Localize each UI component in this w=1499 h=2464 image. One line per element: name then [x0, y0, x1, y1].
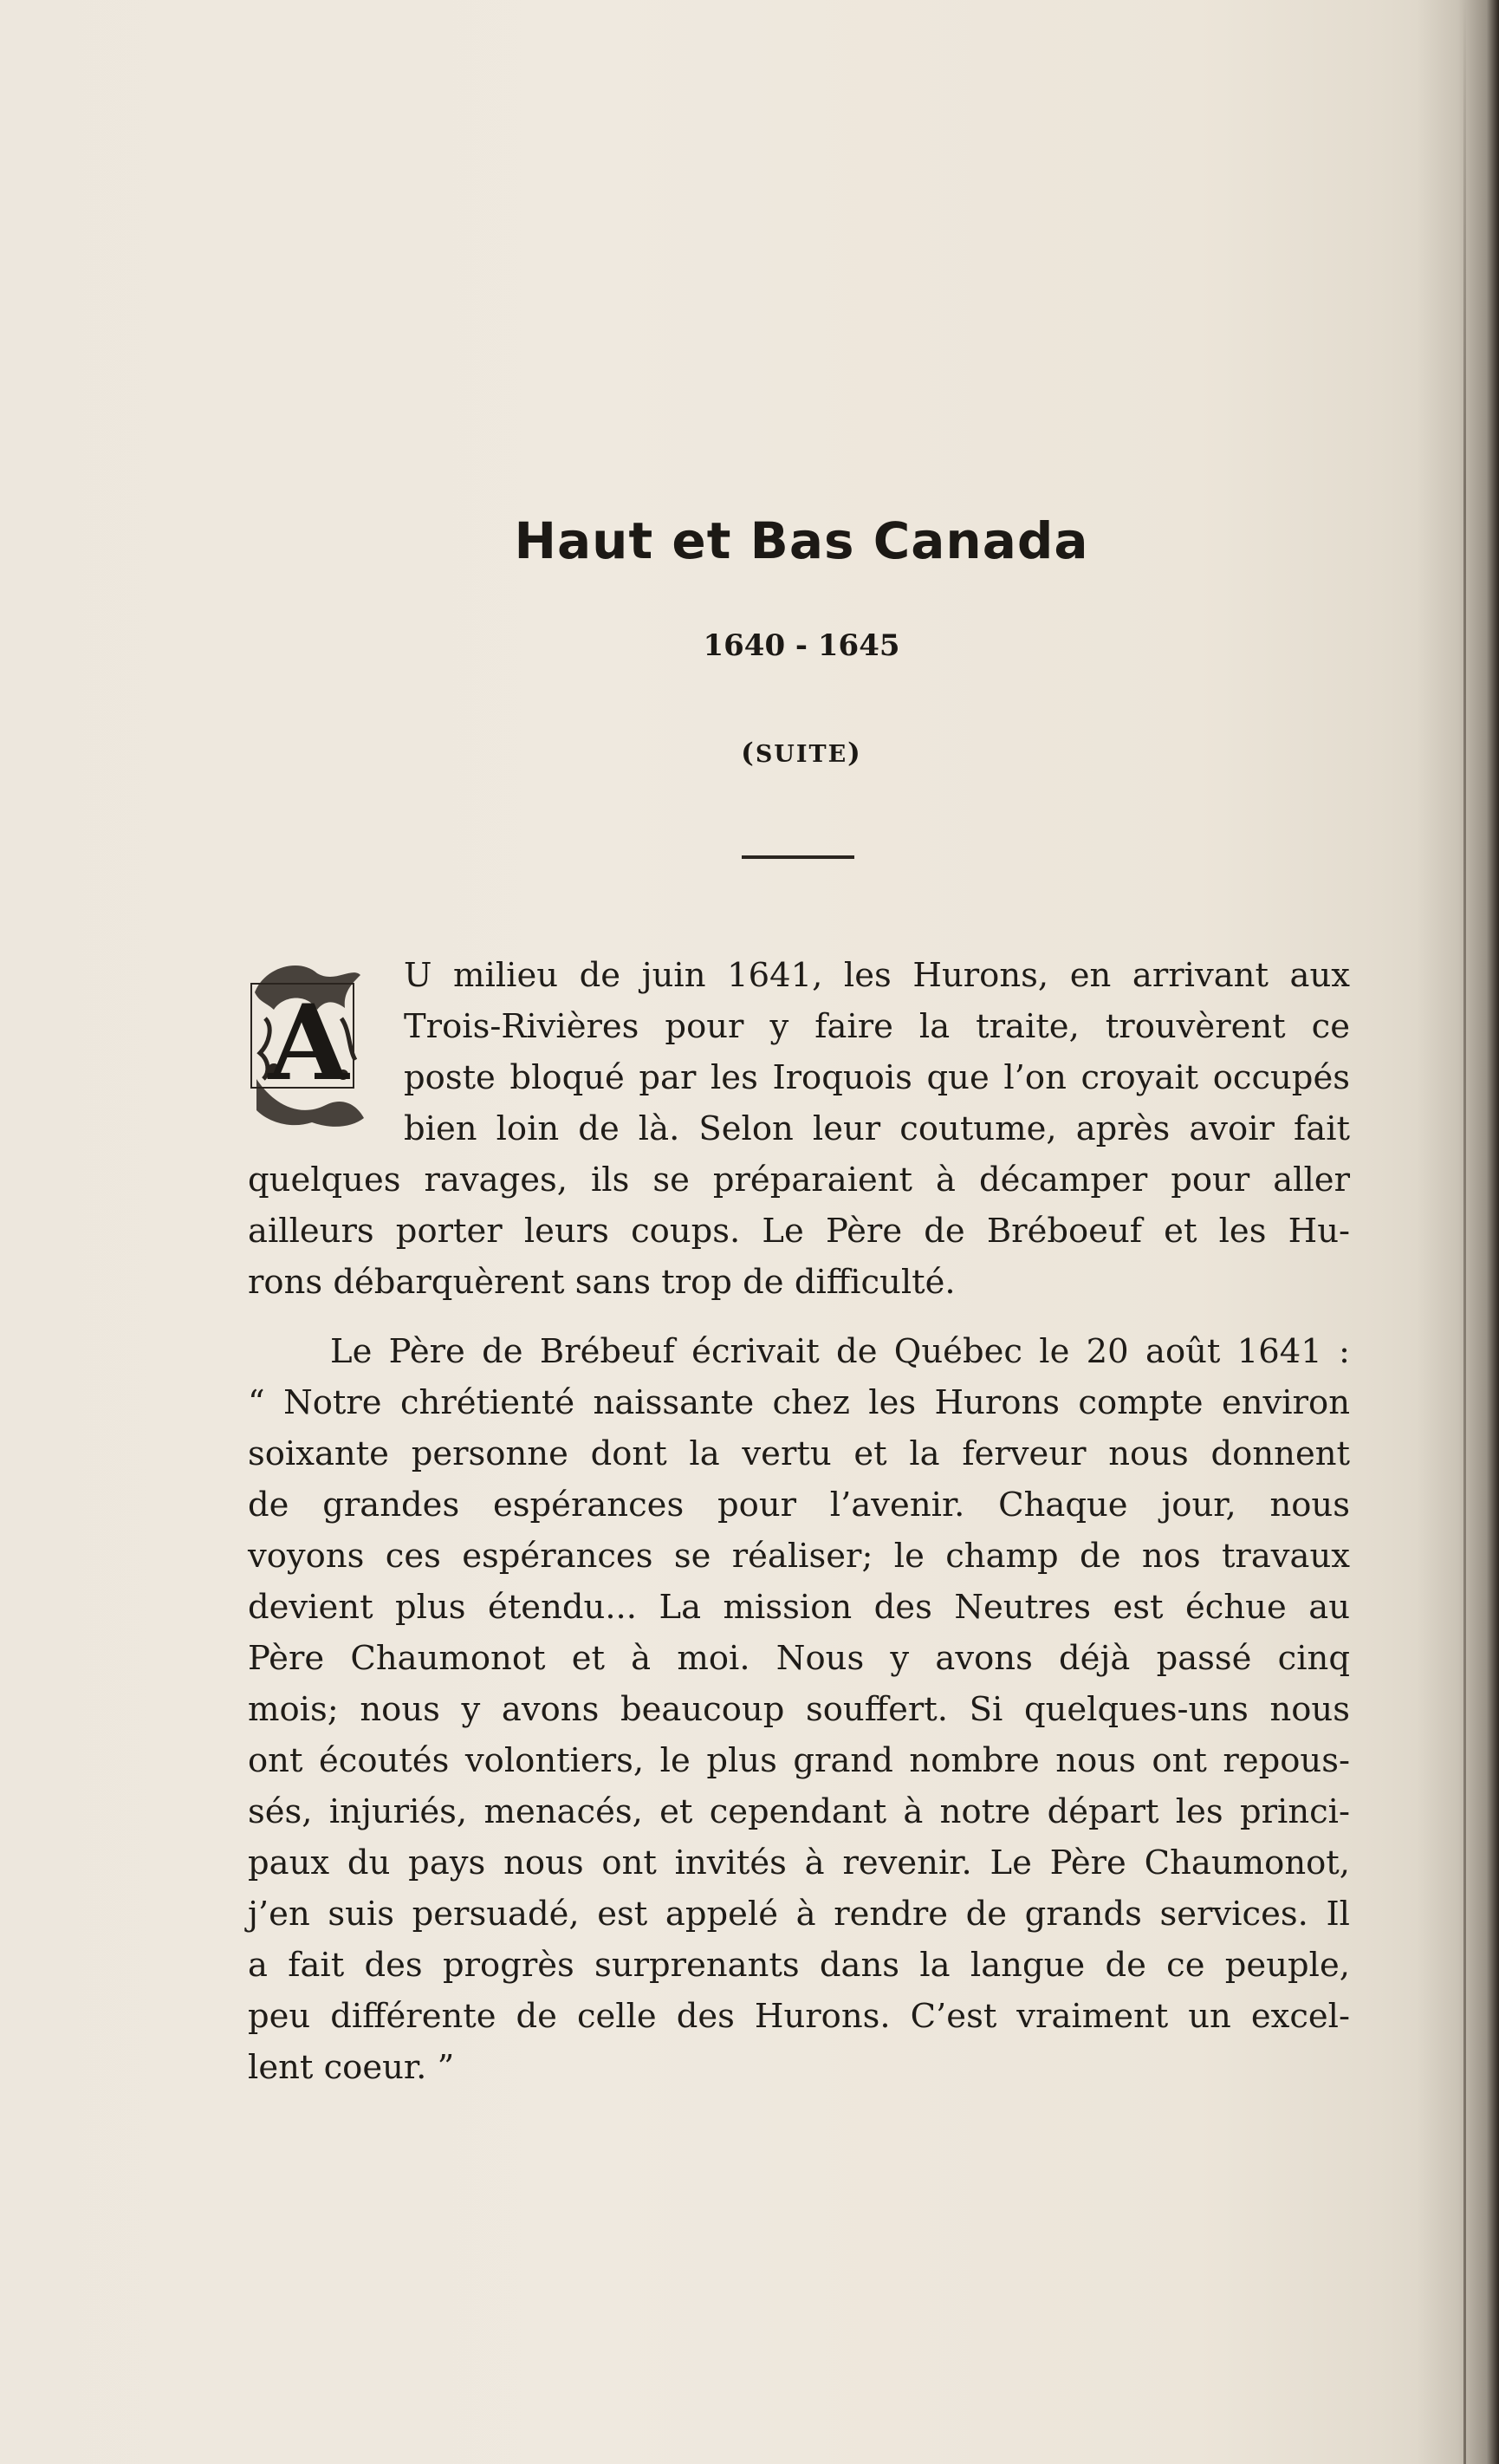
paragraph-2-line: Le Père de Brébeuf écrivait de Québec le 20 août 1641 : [330, 1332, 1350, 1371]
paragraph-2-line: mois; nous y avons beaucoup souffert. Si quelques-uns nous [248, 1690, 1350, 1729]
paragraph-2 [248, 1326, 1350, 2093]
page-edge [1463, 0, 1466, 2464]
page-gutter-shadow [1417, 0, 1499, 2464]
chapter-title: Haut et Bas Canada [514, 511, 1089, 570]
chapter-dates: 1640 - 1645 [703, 628, 900, 663]
paragraph-1-line: rons débarquèrent sans trop de difficulté. [248, 1263, 956, 1302]
paragraph-1-line: poste bloqué par les Iroquois que l’on croyait occupés [404, 1058, 1350, 1097]
title-divider [742, 855, 854, 859]
paragraph-2-line: j’en suis persuadé, est appelé à rendre de grands services. Il [248, 1895, 1350, 1934]
paragraph-2-line: lent coeur. ” [248, 2048, 455, 2087]
paragraph-2-line: voyons ces espérances se réaliser; le champ de nos travaux [248, 1537, 1350, 1576]
paragraph-2-line: soixante personne dont la vertu et la ferveur nous donnent [248, 1434, 1350, 1473]
suite-text: SUITE [755, 741, 848, 768]
paragraph-2-line: Père Chaumonot et à moi. Nous y avons déjà passé cinq [248, 1639, 1350, 1678]
paragraph-2-line: paux du pays nous ont invités à revenir. Le Père Chaumonot, [248, 1843, 1350, 1882]
paragraph-2-line: a fait des progrès surprenants dans la langue de ce peuple, [248, 1946, 1350, 1985]
paragraph-1-line: bien loin de là. Selon leur coutume, après avoir fait [404, 1109, 1350, 1148]
paragraph-2-line: de grandes espérances pour l’avenir. Chaque jour, nous [248, 1486, 1350, 1525]
paragraph-2-line: sés, injuriés, menacés, et cependant à notre départ les princi- [248, 1792, 1350, 1831]
paragraph-2-line: devient plus étendu... La mission des Neutres est échue au [248, 1588, 1350, 1627]
paragraph-1-line: U milieu de juin 1641, les Hurons, en arrivant aux [404, 956, 1350, 995]
chapter-suite-label: (SUITE) [741, 738, 862, 769]
paragraph-1-line: ailleurs porter leurs coups. Le Père de Bréboeuf et les Hu- [248, 1212, 1350, 1251]
paragraph-2-line: ont écoutés volontiers, le plus grand nombre nous ont repous- [248, 1741, 1350, 1780]
paragraph-1 [248, 950, 1350, 1308]
paragraph-2-line: “ Notre chrétienté naissante chez les Hurons compte environ [248, 1383, 1350, 1422]
paragraph-1-line: quelques ravages, ils se préparaient à décamper pour aller [248, 1160, 1350, 1199]
dropcap-letter: A [268, 982, 349, 1104]
paragraph-2-line: peu différente de celle des Hurons. C’est vraiment un excel- [248, 1997, 1350, 2036]
paragraph-1-line: Trois-Rivières pour y faire la traite, trouvèrent ce [404, 1007, 1350, 1046]
